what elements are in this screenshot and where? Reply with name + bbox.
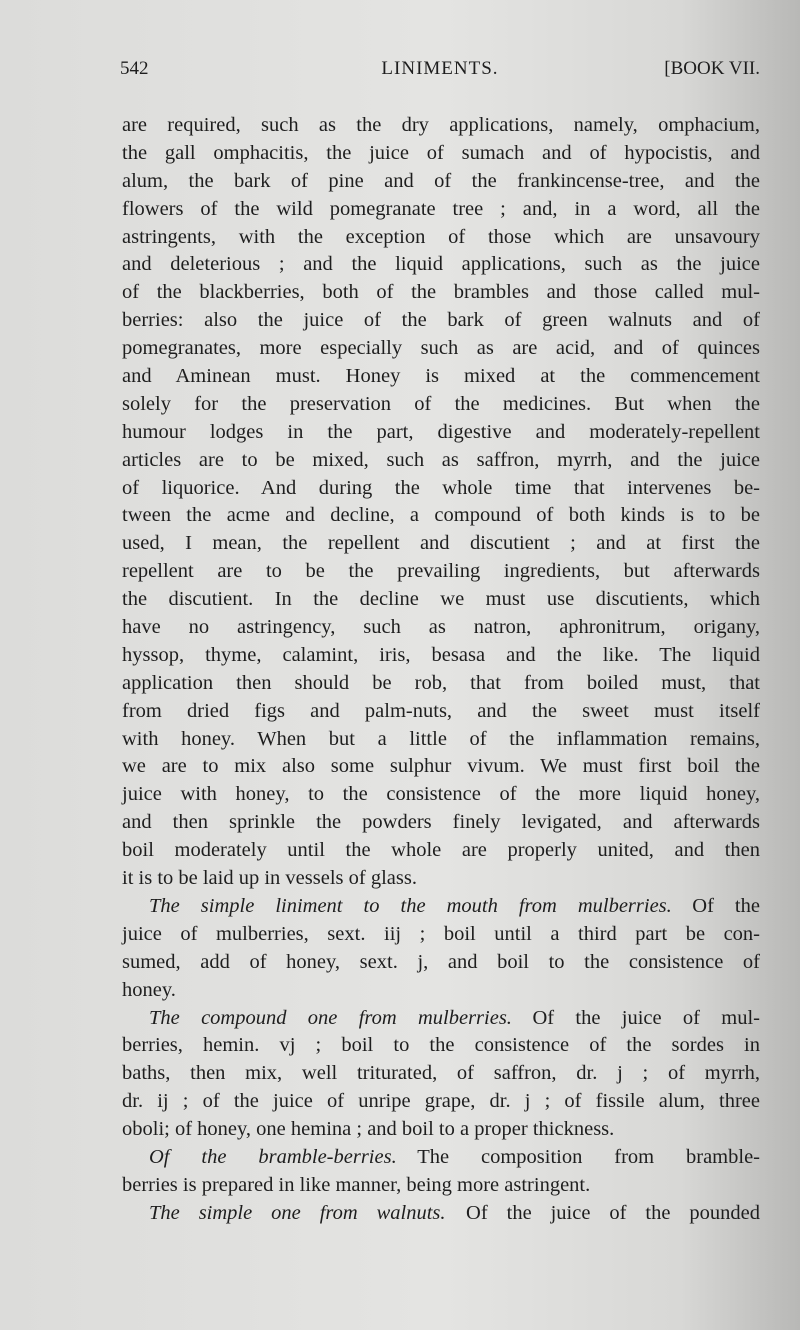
- text-line: [122, 1032, 760, 1060]
- recipe-heading: The compound one from mulberries.: [149, 1006, 512, 1029]
- page-number: 542: [120, 58, 149, 79]
- line-text: baths, then mix, well triturated, of saffron, dr. j ; of myrrh,: [122, 1062, 760, 1085]
- text-line: [122, 307, 760, 335]
- line-text: oboli; of honey, one hemina ; and boil to a proper thickness.: [122, 1118, 615, 1141]
- line-text: the gall omphacitis, the juice of sumach and of hypocistis, and: [122, 141, 760, 164]
- recipe-heading-line: [122, 1200, 760, 1228]
- text-line: [122, 1088, 760, 1116]
- text-line: [122, 391, 760, 419]
- text-line: [122, 670, 760, 698]
- text-line: [122, 168, 760, 196]
- text-line: [122, 949, 760, 977]
- text-line: [122, 809, 760, 837]
- text-line: [122, 698, 760, 726]
- line-text: solely for the preservation of the medicines. But when the: [122, 392, 760, 415]
- text-line: [122, 614, 760, 642]
- text-line: [122, 196, 760, 224]
- text-line: [122, 335, 760, 363]
- line-text: Of the juice of the pounded: [466, 1201, 761, 1224]
- line-text: from dried figs and palm-nuts, and the sweet must itself: [122, 699, 760, 722]
- line-text: hyssop, thyme, calamint, iris, besasa and the like. The liquid: [122, 643, 760, 666]
- text-line: [122, 865, 760, 893]
- text-line: [122, 530, 760, 558]
- text-line: [122, 1172, 760, 1200]
- text-line: [122, 224, 760, 252]
- line-text: we are to mix also some sulphur vivum. We must first boil the: [122, 755, 760, 778]
- line-text: astringents, with the exception of those which are unsavoury: [122, 225, 760, 248]
- text-line: [122, 642, 760, 670]
- text-line: [122, 558, 760, 586]
- line-text: are required, such as the dry applications, namely, omphacium,: [122, 114, 760, 136]
- line-text: of the blackberries, both of the brambles and those called mul-: [122, 281, 760, 304]
- text-line: [122, 977, 760, 1005]
- running-header: [120, 58, 760, 94]
- line-text: The composition from bramble-: [417, 1145, 760, 1168]
- line-text: juice of mulberries, sext. iij ; boil until a third part be con-: [122, 922, 760, 945]
- line-text: used, I mean, the repellent and discutient ; and at first the: [122, 532, 760, 555]
- text-line: [122, 112, 760, 140]
- recipe-heading: Of the bramble-berries.: [149, 1145, 397, 1168]
- line-text: and then sprinkle the powders finely levigated, and afterwards: [122, 811, 760, 834]
- line-text: the discutient. In the decline we must use discutients, which: [122, 588, 760, 611]
- line-text: with honey. When but a little of the inflammation remains,: [122, 727, 760, 750]
- line-text: honey.: [122, 978, 176, 1001]
- line-text: tween the acme and decline, a compound of both kinds is to be: [122, 504, 760, 527]
- recipe-heading-line: [122, 1005, 760, 1033]
- text-line: [122, 475, 760, 503]
- line-text: of liquorice. And during the whole time that intervenes be-: [122, 476, 760, 499]
- recipe-heading: The simple liniment to the mouth from mulberries.: [149, 894, 672, 917]
- text-line: [122, 140, 760, 168]
- text-line: [122, 921, 760, 949]
- line-text: humour lodges in the part, digestive and moderately-repellent: [122, 420, 760, 443]
- text-line: [122, 1060, 760, 1088]
- line-text: flowers of the wild pomegranate tree ; and, in a word, all the: [122, 197, 760, 220]
- line-text: alum, the bark of pine and of the frankincense-tree, and the: [122, 169, 760, 192]
- line-text: pomegranates, more especially such as are acid, and of quinces: [122, 337, 760, 360]
- running-title: LINIMENTS.: [381, 58, 499, 79]
- page-text: [122, 112, 760, 1228]
- text-line: [122, 419, 760, 447]
- line-text: articles are to be mixed, such as saffron, myrrh, and the juice: [122, 448, 760, 471]
- text-line: [122, 502, 760, 530]
- recipe-heading: The simple one from walnuts.: [149, 1201, 446, 1224]
- line-text: application then should be rob, that from boiled must, that: [122, 671, 760, 694]
- line-text: and Aminean must. Honey is mixed at the commencement: [122, 365, 760, 388]
- text-line: [122, 279, 760, 307]
- text-line: [122, 363, 760, 391]
- text-line: [122, 781, 760, 809]
- line-text: repellent are to be the prevailing ingredients, but afterwards: [122, 560, 760, 583]
- text-line: [122, 1116, 760, 1144]
- text-line: [122, 586, 760, 614]
- text-line: [122, 447, 760, 475]
- line-text: dr. ij ; of the juice of unripe grape, dr. j ; of fissile alum, three: [122, 1090, 760, 1113]
- line-text: have no astringency, such as natron, aphronitrum, origany,: [122, 616, 760, 639]
- line-text: and deleterious ; and the liquid applications, such as the juice: [122, 253, 760, 276]
- text-line: [122, 726, 760, 754]
- line-text: berries, hemin. vj ; boil to the consistence of the sordes in: [122, 1034, 760, 1057]
- line-text: Of the juice of mul-: [532, 1006, 761, 1029]
- book-section: [BOOK VII.: [664, 58, 760, 79]
- line-text: it is to be laid up in vessels of glass.: [122, 867, 417, 890]
- text-line: [122, 753, 760, 781]
- line-text: sumed, add of honey, sext. j, and boil to the consistence of: [122, 950, 760, 973]
- line-text: juice with honey, to the consistence of the more liquid honey,: [122, 783, 760, 806]
- text-line: [122, 837, 760, 865]
- line-text: Of the: [692, 894, 760, 917]
- line-text: berries: also the juice of the bark of green walnuts and of: [122, 309, 760, 332]
- recipe-heading-line: [122, 1144, 760, 1172]
- line-text: boil moderately until the whole are properly united, and then: [122, 839, 760, 862]
- recipe-heading-line: [122, 893, 760, 921]
- line-text: berries is prepared in like manner, being more astringent.: [122, 1173, 591, 1196]
- text-line: [122, 251, 760, 279]
